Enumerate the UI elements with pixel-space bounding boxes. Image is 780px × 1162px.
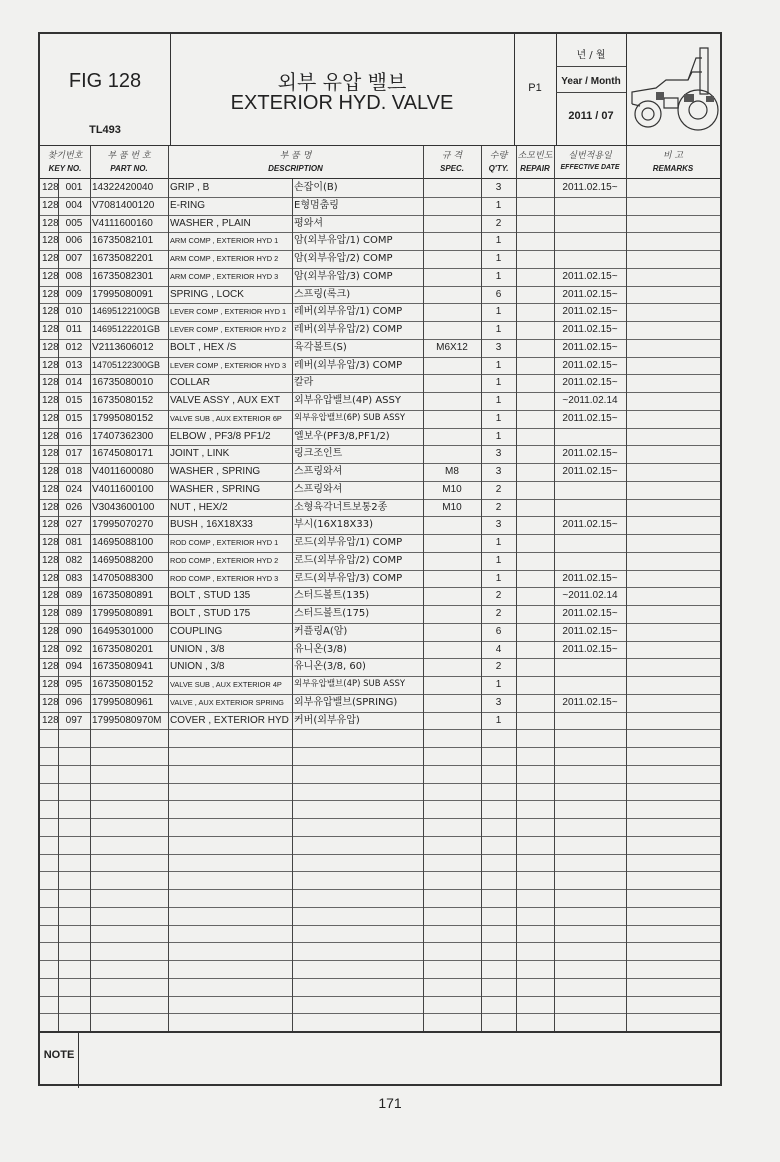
page-code-block [514,34,556,146]
cell-fig: 128 [42,714,59,726]
cell-key: 026 [65,501,83,513]
cell-key: 094 [65,661,83,673]
cell-part: 14695122201GB [92,324,161,334]
column-divider [481,146,482,1031]
cell-eff: 2011.02.15~ [562,466,618,477]
cell-part: V3043600100 [92,501,155,513]
cell-eff: 2011.02.15~ [562,625,618,637]
sheet-header [40,34,720,146]
table-row [40,321,720,339]
column-divider [168,146,169,1031]
cell-desc-kr: 커플링A(암) [294,625,348,637]
cell-eff: 2011.02.15~ [562,341,618,353]
cell-key: 016 [65,430,83,442]
cell-desc-en: ROD COMP , EXTERIOR HYD 1 [170,538,279,547]
cell-desc-en: GRIP , B [170,182,210,193]
cell-key: 092 [65,643,83,655]
cell-eff: 2011.02.15~ [562,572,618,584]
cell-key: 027 [65,519,83,531]
table-row [40,232,720,250]
repair-header-kr: 소모빈도 [517,151,553,161]
cell-qty: 1 [495,412,502,424]
cell-key: 010 [65,306,83,318]
cell-desc-en: WASHER , PLAIN [170,217,251,229]
table-row [40,303,720,321]
cell-part: 16735080010 [92,377,154,389]
cell-desc-kr: 스프링(록크) [294,288,351,300]
cell-desc-en: ROD COMP , EXTERIOR HYD 2 [170,555,279,565]
cell-key: 009 [65,288,83,300]
note-label: NOTE [40,1033,79,1088]
column-divider [292,179,293,1031]
cell-eff: 2011.02.15~ [562,643,618,655]
cell-part: V4011600080 [92,466,154,477]
cell-desc-kr: 평와셔 [294,217,323,229]
cell-qty: 3 [495,182,502,193]
cell-desc-en: COLLAR [170,377,211,389]
cell-part: 16735080891 [92,590,154,602]
cell-desc-en: VALVE SUB , AUX EXTERIOR 6P [170,413,282,423]
cell-part: 14695122100GB [92,306,161,317]
cell-fig: 128 [42,501,59,513]
table-row [40,339,720,357]
cell-part: 16735080941 [92,661,154,673]
table-row [40,676,720,694]
table-row [40,374,720,392]
title-korean: 외부 유압 밸브 [277,70,407,94]
cell-eff: 2011.02.15~ [562,519,618,531]
key-header: KEY NO. [48,164,82,173]
cell-part: 17995080970M [92,714,162,726]
cell-fig: 128 [42,554,59,566]
cell-qty: 3 [495,466,502,477]
cell-eff: 2011.02.15~ [562,288,618,300]
cell-fig: 128 [42,377,59,389]
cell-qty: 2 [495,590,502,602]
cell-fig: 128 [42,288,59,300]
cell-desc-kr: 소형육각너트보통2종 [294,501,388,513]
model-number: TL493 [89,124,121,136]
cell-key: 004 [65,199,83,211]
table-row [40,587,720,605]
cell-fig: 128 [42,235,59,247]
desc-header: DESCRIPTION [268,164,323,173]
cell-eff: 2011.02.15~ [562,306,618,318]
cell-part: 16745080171 [92,448,154,460]
cell-fig: 128 [42,572,59,584]
cell-key: 012 [65,341,83,353]
spec-header-kr: 규 격 [441,151,463,161]
part-header-kr: 부 품 번 호 [107,151,151,161]
table-row [40,445,720,463]
cell-fig: 128 [42,182,59,193]
cell-desc-kr: 엘보우(PF3/8,PF1/2) [294,430,390,442]
cell-desc-en: ARM COMP , EXTERIOR HYD 2 [170,254,279,263]
cell-fig: 128 [42,306,59,318]
cell-part: V4011600100 [92,483,154,495]
cell-desc-kr: 외부유압밸브(4P) SUB ASSY [294,679,406,689]
cell-key: 024 [65,483,83,495]
cell-eff: 2011.02.15~ [562,324,618,335]
cell-eff: 2011.02.15~ [562,182,618,193]
cell-part: V2113606012 [92,341,154,353]
cell-key: 006 [65,235,83,247]
cell-qty: 3 [495,341,502,353]
cell-fig: 128 [42,341,59,353]
key-header-kr: 찾기번호 [47,151,83,161]
cell-fig: 128 [42,430,59,442]
cell-desc-kr: 육각볼트(S) [294,341,347,353]
cell-qty: 4 [495,643,502,655]
cell-eff: ~2011.02.14 [562,590,618,602]
cell-key: 015 [65,412,83,424]
cell-part: 16735080201 [92,643,154,655]
cell-eff: 2011.02.15~ [562,448,618,460]
cell-fig: 128 [42,395,59,406]
cell-fig: 128 [42,412,59,424]
table-row [40,215,720,233]
cell-desc-kr: 스터드볼트(135) [294,590,370,602]
cell-desc-kr: 레버(외부유압/1) COMP [294,306,403,318]
cell-part: 14695088200 [92,554,154,566]
cell-desc-kr: 레버(외부유압/2) COMP [294,324,403,335]
parts-sheet [38,32,722,1086]
column-divider [554,146,555,1031]
cell-desc-en: LEVER COMP , EXTERIOR HYD 1 [170,307,287,317]
cell-qty: 1 [495,199,502,211]
cell-key: 007 [65,253,83,264]
cell-part: 14322420040 [92,182,154,193]
title-english: EXTERIOR HYD. VALVE [230,92,454,114]
cell-spec: M10 [442,483,462,495]
table-row [40,250,720,268]
cell-key: 011 [66,324,82,335]
cell-qty: 1 [495,324,502,335]
remarks-header-kr: 비 고 [662,151,684,161]
table-row [40,623,720,641]
cell-desc-en: ARM COMP , EXTERIOR HYD 1 [170,236,279,246]
column-divider [423,146,424,1031]
cell-key: 090 [65,625,83,637]
cell-qty: 1 [495,253,502,264]
cell-key: 008 [65,270,83,282]
cell-fig: 128 [42,608,59,619]
cell-spec: M10 [442,501,462,513]
cell-key: 089 [65,590,83,602]
desc-header-kr: 부 품 명 [279,151,312,161]
cell-qty: 2 [495,483,502,495]
cell-desc-en: WASHER , SPRING [170,483,261,495]
cell-qty: 1 [495,359,502,371]
cell-fig: 128 [42,199,59,211]
cell-desc-en: BUSH , 16X18X33 [170,519,253,531]
cell-spec: M8 [445,466,459,477]
cell-desc-en: LEVER COMP , EXTERIOR HYD 3 [170,360,287,370]
cell-fig: 128 [42,643,59,655]
cell-eff: ~2011.02.14 [562,395,618,406]
cell-part: 16735082201 [92,253,154,264]
cell-qty: 3 [495,519,502,531]
cell-desc-kr: 부시(16X18X33) [294,519,373,531]
cell-desc-en: LEVER COMP , EXTERIOR HYD 2 [170,325,287,334]
cell-desc-kr: 로드(외부유압/2) COMP [294,554,403,566]
cell-qty: 2 [495,217,502,229]
cell-qty: 6 [495,288,502,300]
cell-qty: 6 [495,625,502,637]
cell-qty: 1 [495,572,502,584]
date-block [556,34,626,146]
note-area [40,1031,720,1086]
column-header [40,146,720,179]
cell-part: 16735082101 [92,235,154,247]
table-row [40,357,720,375]
cell-key: 013 [65,359,83,371]
cell-desc-kr: 스프링와셔 [294,466,343,477]
cell-part: 14705088300 [92,572,154,584]
part-header: PART NO. [110,164,148,173]
table-row [40,712,720,730]
cell-fig: 128 [42,590,59,602]
tractor-icon [626,34,720,146]
cell-key: 005 [65,217,83,229]
cell-desc-en: WASHER , SPRING [170,466,261,477]
cell-fig: 128 [42,483,59,495]
cell-qty: 2 [495,501,502,513]
cell-desc-kr: 유니온(3/8, 60) [294,661,366,673]
spec-header: SPEC. [439,164,464,173]
table-row [40,463,720,481]
revision-date: 2011 / 07 [568,110,614,122]
cell-fig: 128 [42,253,59,264]
cell-qty: 1 [495,554,502,566]
column-divider [90,146,91,1031]
figure-block [40,34,170,146]
cell-desc-en: BOLT , STUD 175 [170,608,251,619]
cell-key: 095 [65,679,83,690]
cell-desc-en: BOLT , HEX /S [170,341,237,353]
cell-desc-en: COUPLING [170,625,223,637]
table-row [40,197,720,215]
cell-desc-en: UNION , 3/8 [170,661,225,673]
page-number: 171 [378,1095,402,1111]
cell-desc-en: VALVE SUB , AUX EXTERIOR 4P [170,680,282,689]
cell-eff: 2011.02.15~ [562,412,618,424]
column-divider [626,146,627,1031]
cell-desc-kr: 손잡이(B) [294,182,338,193]
cell-desc-kr: 외부유압밸브(SPRING) [294,696,398,708]
cell-fig: 128 [42,537,59,548]
repair-header: REPAIR [520,164,550,173]
cell-key: 017 [65,448,83,460]
cell-desc-kr: 유니온(3/8) [294,643,347,655]
cell-key: 014 [65,377,83,389]
cell-fig: 128 [42,448,59,460]
cell-fig: 128 [42,466,59,477]
cell-key: 089 [65,608,83,619]
cell-desc-kr: 커버(외부유압) [294,714,360,726]
eff-header-kr: 실번적용일 [568,151,612,161]
cell-key: 097 [65,714,83,726]
cell-part: 14695088100 [92,537,154,548]
cell-eff: 2011.02.15~ [562,696,618,708]
cell-part: 17995080961 [92,696,154,708]
remarks-header: REMARKS [652,164,694,173]
cell-key: 001 [65,182,83,193]
cell-key: 082 [65,554,83,566]
qty-header: Q'TY. [488,164,509,173]
cell-part: 16735080152 [92,679,154,690]
cell-qty: 1 [495,537,502,548]
parts-table [40,179,720,1031]
cell-key: 015 [65,395,83,406]
cell-qty: 3 [495,696,502,708]
figure-number: FIG 128 [68,70,142,92]
cell-part: 17995070270 [92,519,154,531]
cell-qty: 2 [495,661,502,673]
qty-header-kr: 수량 [489,151,508,161]
cell-desc-kr: 외부유압밸브(6P) SUB ASSY [294,412,406,423]
cell-key: 083 [65,572,83,584]
cell-desc-en: E-RING [170,199,205,211]
table-row [40,605,720,623]
table-row [40,694,720,712]
cell-desc-kr: 암(외부유압/3) COMP [294,270,393,282]
cell-desc-kr: 레버(외부유압/3) COMP [294,359,403,371]
cell-fig: 128 [42,270,59,282]
cell-eff: 2011.02.15~ [562,270,618,282]
column-divider [58,179,59,1031]
table-row [40,499,720,517]
cell-desc-en: ARM COMP , EXTERIOR HYD 3 [170,271,279,281]
eff-header: EFFECTIVE DATE [560,164,620,171]
table-row [40,179,720,197]
cell-desc-kr: 암(외부유압/1) COMP [294,235,393,247]
cell-fig: 128 [42,324,59,335]
cell-qty: 1 [495,377,502,389]
table-row [40,534,720,552]
cell-part: V7081400120 [92,199,155,211]
cell-desc-kr: 로드(외부유압/1) COMP [294,537,403,548]
cell-fig: 128 [42,661,59,673]
table-row [40,392,720,410]
cell-qty: 1 [495,430,502,442]
cell-desc-en: VALVE ASSY , AUX EXT [170,395,281,406]
cell-part: 14705122300GB [92,359,161,370]
cell-desc-en: ROD COMP , EXTERIOR HYD 3 [170,573,279,583]
cell-fig: 128 [42,696,59,708]
table-row [40,516,720,534]
table-row [40,570,720,588]
cell-desc-kr: 링크조인트 [294,448,343,460]
table-row [40,658,720,676]
column-divider [516,146,517,1031]
cell-qty: 1 [495,306,502,318]
cell-desc-kr: 칼라 [294,377,314,389]
table-row [40,641,720,659]
cell-part: 17995080091 [92,288,154,300]
cell-desc-kr: 스터드볼트(175) [294,608,370,619]
cell-qty: 2 [495,608,502,619]
cell-desc-kr: E형멈춤링 [294,199,339,211]
cell-desc-en: BOLT , STUD 135 [170,590,251,602]
cell-desc-kr: 스프링와셔 [294,483,343,495]
cell-qty: 1 [495,395,502,406]
cell-qty: 1 [495,679,502,690]
cell-eff: 2011.02.15~ [562,359,618,371]
table-row [40,428,720,446]
cell-eff: 2011.02.15~ [562,377,618,389]
cell-fig: 128 [42,679,59,690]
cell-fig: 128 [42,359,59,371]
cell-qty: 1 [495,235,502,247]
cell-fig: 128 [42,217,59,229]
cell-desc-en: JOINT , LINK [170,448,230,460]
cell-spec: M6X12 [436,341,468,353]
year-month-kr: 년 / 월 [576,50,606,61]
cell-fig: 128 [42,519,59,531]
cell-part: 17407362300 [92,430,154,442]
cell-part: 17995080152 [92,412,154,424]
cell-part: V4111600160 [92,217,153,229]
table-row [40,268,720,286]
cell-desc-kr: 로드(외부유압/3) COMP [294,572,403,584]
cell-qty: 1 [495,714,502,726]
table-row [40,481,720,499]
cell-fig: 128 [42,625,59,637]
cell-desc-en: NUT , HEX/2 [170,501,228,513]
table-row [40,286,720,304]
year-month-label: Year / Month [561,76,621,87]
cell-part: 16735080152 [92,395,154,406]
cell-key: 018 [65,466,83,477]
cell-qty: 1 [495,270,502,282]
page-code: P1 [528,82,542,94]
cell-desc-en: SPRING , LOCK [170,288,244,300]
cell-eff: 2011.02.15~ [562,608,618,619]
cell-desc-en: ELBOW , PF3/8 PF1/2 [170,430,271,442]
cell-desc-en: UNION , 3/8 [170,643,225,655]
table-row [40,552,720,570]
cell-desc-en: VALVE , AUX EXTERIOR SPRING [170,697,284,707]
cell-key: 081 [65,537,83,548]
cell-key: 096 [65,696,83,708]
cell-desc-kr: 외부유압밸브(4P) ASSY [294,395,401,406]
cell-desc-en: COVER , EXTERIOR HYD [170,714,289,726]
cell-qty: 3 [495,448,502,460]
title-block [170,34,514,146]
table-row [40,410,720,428]
cell-part: 16735082301 [92,270,154,282]
cell-part: 17995080891 [92,608,154,619]
cell-desc-kr: 암(외부유압/2) COMP [294,253,393,264]
cell-part: 16495301000 [92,625,154,637]
